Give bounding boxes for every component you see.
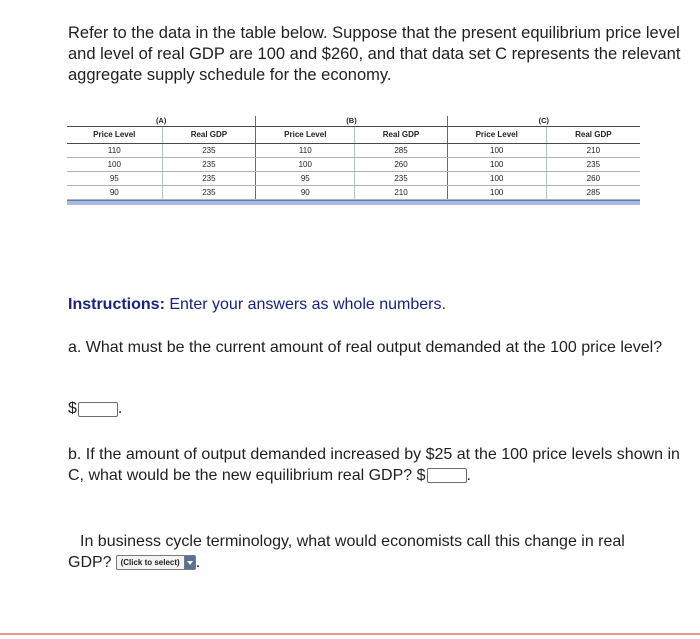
table-cell: 100 — [447, 186, 546, 200]
table-cell: 100 — [447, 172, 546, 186]
instructions-label: Instructions: — [68, 296, 165, 313]
question-a-text: a. What must be the current amount of real output demanded at the 100 price level? — [68, 339, 663, 356]
instructions — [68, 296, 446, 314]
table-row — [67, 172, 640, 186]
question-b-text: b. If the amount of output demanded increased by $25 at the 100 price levels shown in C, what would be the new equilibrium real GDP? $ — [68, 446, 680, 484]
group-header-c: (C) — [447, 116, 640, 127]
table-cell: 285 — [546, 186, 640, 200]
group-header-a: (A) — [67, 116, 256, 127]
table-cell: 90 — [67, 186, 162, 200]
column-header: Real GDP — [546, 127, 640, 144]
table-cell: 235 — [162, 186, 256, 200]
question-c — [68, 531, 688, 573]
table-cell: 210 — [355, 186, 447, 200]
table-footer-bar — [67, 200, 640, 205]
table-cell: 210 — [546, 144, 640, 158]
dollar-sign: $ — [68, 400, 77, 417]
column-header: Price Level — [67, 127, 162, 144]
table-cell: 235 — [162, 158, 256, 172]
question-intro: Refer to the data in the table below. Suppose that the present equilibrium price level and level of real GDP are 100 and $260, and that data set C represents the relevant aggregate supply schedule for the economy. — [68, 24, 681, 84]
table-cell: 260 — [355, 158, 447, 172]
table-cell: 95 — [67, 172, 162, 186]
column-header: Real GDP — [162, 127, 256, 144]
table-row — [67, 158, 640, 172]
instructions-text: Enter your answers as whole numbers. — [164, 296, 446, 313]
data-table — [67, 116, 640, 205]
answer-a-input[interactable] — [78, 402, 118, 417]
table-cell: 100 — [447, 144, 546, 158]
table-cell: 95 — [256, 172, 355, 186]
chevron-down-icon[interactable] — [184, 556, 195, 569]
answer-b-input[interactable] — [427, 468, 467, 483]
question-c-line2: GDP? — [68, 554, 112, 571]
table-cell: 100 — [256, 158, 355, 172]
column-header: Price Level — [256, 127, 355, 144]
table-cell: 90 — [256, 186, 355, 200]
question-b — [68, 444, 688, 486]
column-header: Real GDP — [355, 127, 447, 144]
answer-a-row — [68, 400, 122, 418]
table-cell: 235 — [162, 172, 256, 186]
question-c-line2-row — [68, 552, 688, 573]
table-cell: 100 — [67, 158, 162, 172]
bottom-divider — [0, 633, 700, 635]
column-header: Price Level — [447, 127, 546, 144]
table-cell: 235 — [162, 144, 256, 158]
table-cell: 285 — [355, 144, 447, 158]
table-cell: 110 — [67, 144, 162, 158]
question-c-line1: In business cycle terminology, what would economists call this change in real — [80, 533, 625, 550]
table-row — [67, 186, 640, 200]
table-cell: 100 — [447, 158, 546, 172]
dropdown-label: (Click to select) — [120, 558, 180, 568]
answer-c-period: . — [195, 554, 201, 571]
table-cell: 260 — [546, 172, 640, 186]
table-cell: 235 — [355, 172, 447, 186]
answer-b-period: . — [466, 467, 471, 484]
table-cell: 235 — [546, 158, 640, 172]
table-row — [67, 144, 640, 158]
group-header-b: (B) — [256, 116, 447, 127]
answer-a-period: . — [117, 400, 123, 417]
table-cell: 110 — [256, 144, 355, 158]
answer-c-dropdown[interactable] — [116, 555, 196, 570]
